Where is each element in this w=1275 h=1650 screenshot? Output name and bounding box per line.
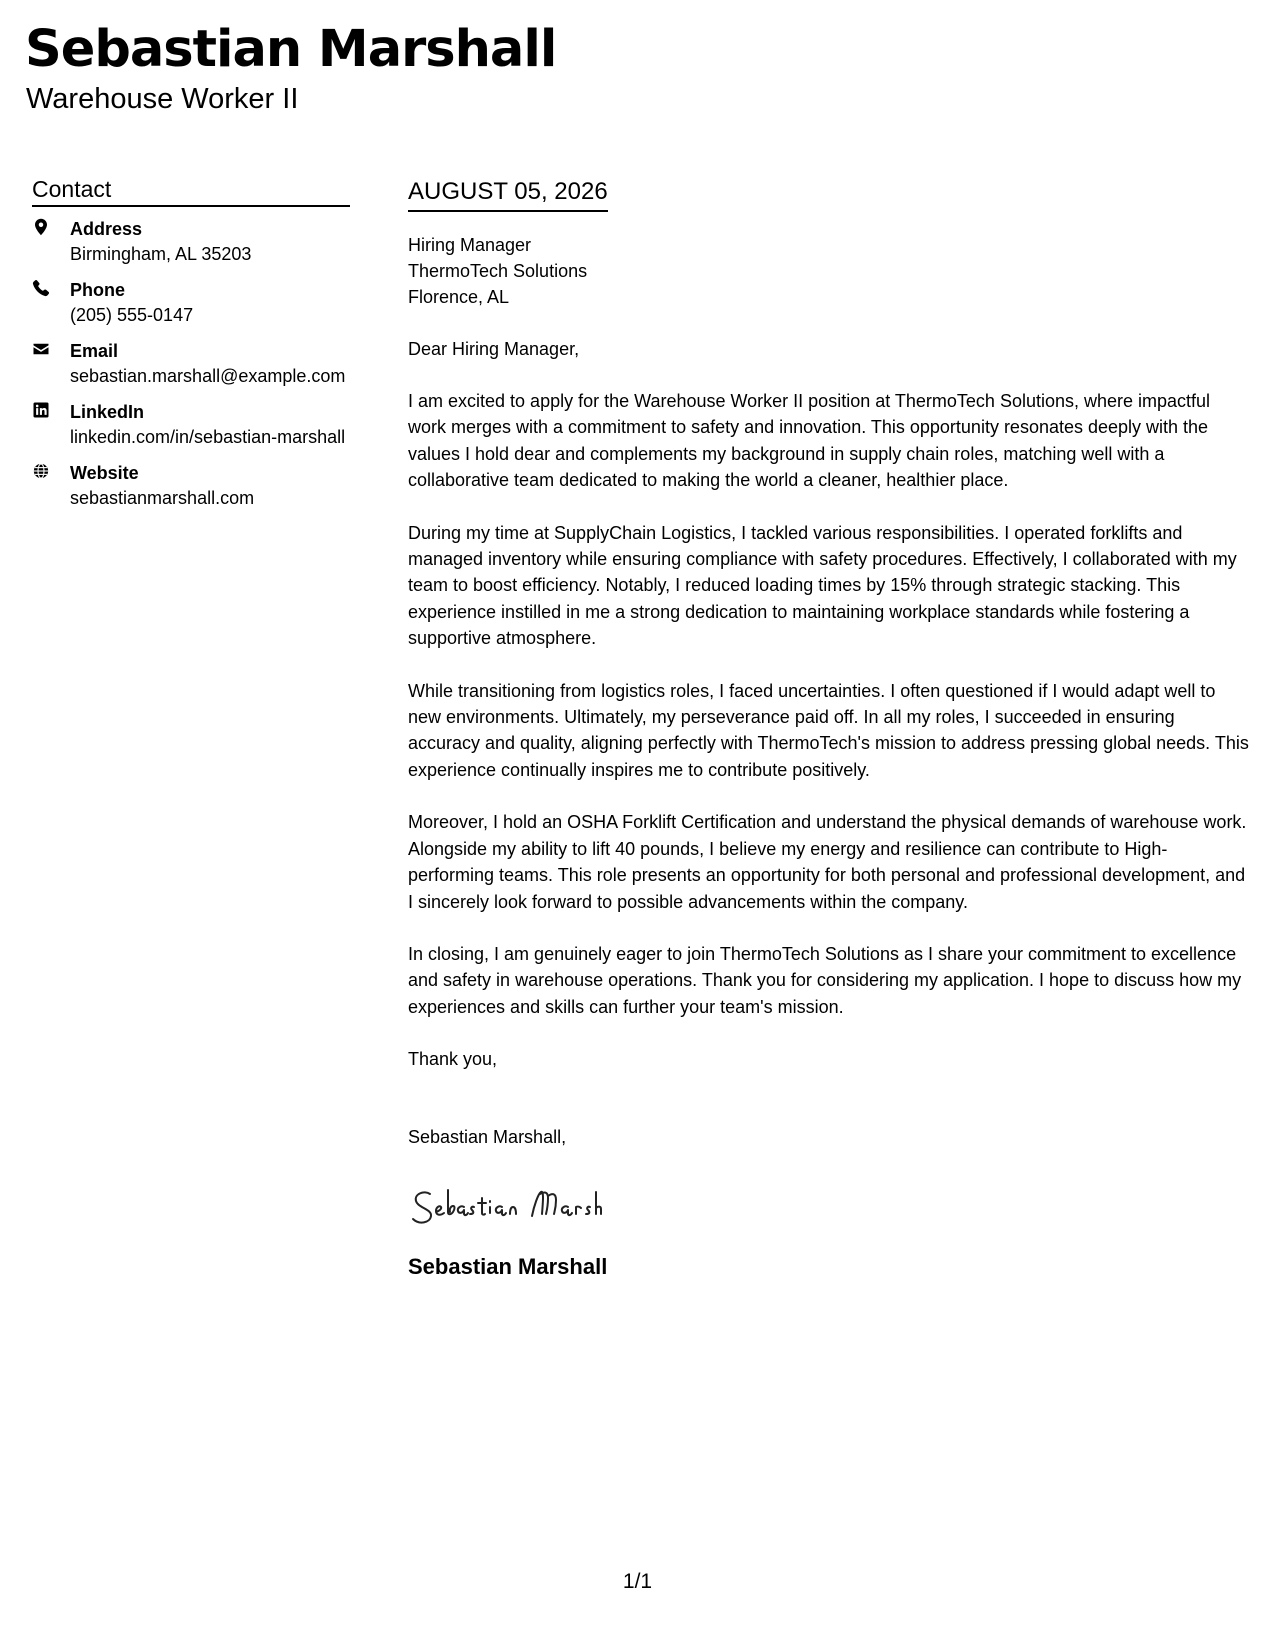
envelope-icon (32, 339, 70, 389)
applicant-name: Sebastian Marshall (25, 20, 557, 79)
letter-paragraph: While transitioning from logistics roles, I faced uncertainties. I often questioned if I would adapt well to new environments. Ultimately, my perseverance paid off. In all my roles, I succeeded in ensuring accuracy and quality, aligning perfectly with ThermoTech's mission to address pressing global needs. This experience continually inspires me to contribute positively. (408, 680, 1249, 780)
map-pin-icon (32, 217, 70, 267)
globe-icon (32, 461, 70, 511)
recipient-block (408, 232, 1250, 310)
contact-item-phone (32, 278, 350, 328)
letter-paragraph: Moreover, I hold an OSHA Forklift Certification and understand the physical demands of warehouse work. Alongside my ability to lift 40 pounds, I believe my energy and resilience can contribute to High-performing teams. This role presents an opportunity for both personal and professional development, and I sincerely look forward to possible advancements within the company. (408, 812, 1247, 912)
phone-icon (32, 278, 70, 328)
signer-name: Sebastian Marshall, (408, 1127, 567, 1148)
contact-label: LinkedIn (70, 402, 145, 422)
linkedin-icon (32, 400, 70, 450)
salutation: Dear Hiring Manager, (408, 339, 580, 359)
recipient-line: Florence, AL (408, 287, 510, 307)
contact-value[interactable]: linkedin.com/in/sebastian-marshall (70, 427, 346, 447)
letter-paragraph: I am excited to apply for the Warehouse Worker II position at ThermoTech Solutions, where impactful work merges with a commitment to safety and innovation. This opportunity resonates deeply with the values I hold dear and complements my background in supply chain roles, matching well with a collaborative team dedicated to making the world a cleaner, healthier place. (408, 391, 1211, 491)
letter-paragraph: During my time at SupplyChain Logistics, I tackled various responsibilities. I operated forklifts and managed inventory while ensuring compliance with safety procedures. Effectively, I collaborated with my team to boost efficiency. Notably, I reduced loading times by 15% through strategic stacking. This experience instilled in me a strong dedication to maintaining workplace standards while fostering a supportive atmosphere. (408, 522, 1237, 649)
job-title: Warehouse Worker II (26, 83, 299, 115)
contact-value[interactable]: sebastian.marshall@example.com (70, 366, 346, 386)
contact-sidebar (32, 176, 350, 522)
contact-label: Address (70, 219, 143, 239)
contact-item-website (32, 461, 350, 511)
closing: Thank you, (408, 1049, 498, 1070)
contact-label: Phone (70, 280, 126, 300)
letter-body (408, 178, 1250, 1280)
letter-paragraph: In closing, I am genuinely eager to join ThermoTech Solutions as I share your commitment to excellence and safety in warehouse operations. Thank you for considering my application. I hope to discuss how my experiences and skills can further your team's mission. (408, 943, 1242, 1017)
contact-item-address (32, 217, 350, 267)
contact-label: Email (70, 341, 119, 361)
contact-heading: Contact (32, 176, 350, 207)
contact-item-email (32, 339, 350, 389)
contact-item-linkedin (32, 400, 350, 450)
contact-label: Website (70, 463, 139, 483)
recipient-line: ThermoTech Solutions (408, 261, 588, 281)
page-number: 1/1 (622, 1570, 653, 1593)
contact-value: Birmingham, AL 35203 (70, 244, 252, 264)
signature-name: Sebastian Marshall (408, 1254, 608, 1280)
handwritten-signature (408, 1180, 673, 1230)
recipient-line: Hiring Manager (408, 235, 532, 255)
contact-value: (205) 555-0147 (70, 305, 194, 325)
letter-date: AUGUST 05, 2026 (408, 178, 608, 212)
contact-value[interactable]: sebastianmarshall.com (70, 488, 255, 508)
